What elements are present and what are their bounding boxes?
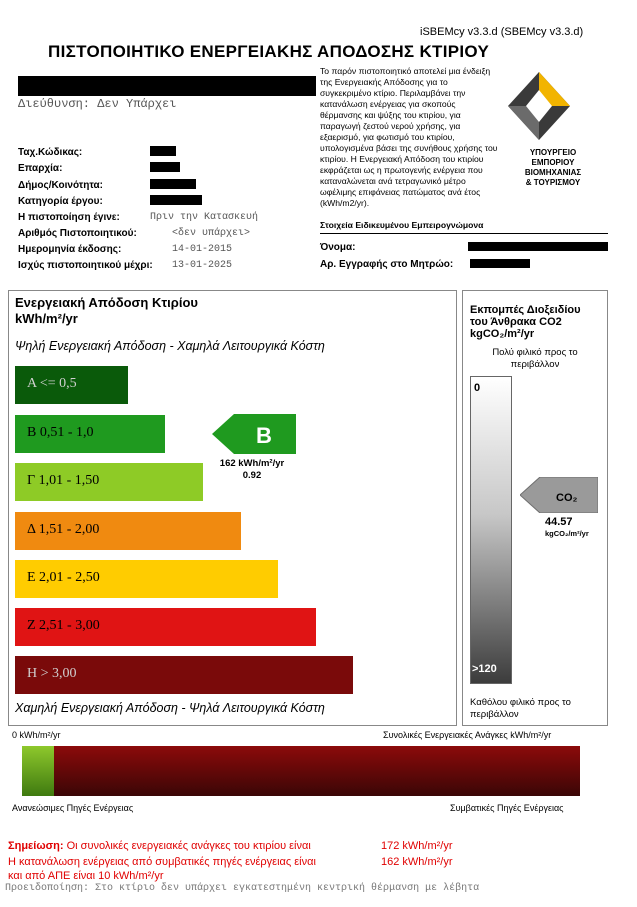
redacted-owner [18,76,316,96]
band-c-label: Γ 1,01 - 1,50 [27,473,100,488]
ministry-logo-icon [506,70,572,146]
redacted-expert-name [468,242,608,251]
redacted-project-category [150,195,202,205]
note-line-3: και από ΑΠΕ είναι 10 kWh/m²/yr [8,870,164,882]
band-e-label: Ε 2,01 - 2,50 [27,570,100,585]
certificate-number-value: <δεν υπάρχει> [172,228,251,239]
total-needs-label: Συνολικές Ενεργειακές Ανάγκες kWh/m²/yr [383,730,552,740]
rating-ratio: 0.92 [242,470,262,481]
co2-scale-top: 0 [474,382,481,394]
ministry-line-1: ΥΠΟΥΡΓΕΙΟ [529,148,577,157]
renewable-sources-label: Ανανεώσιμες Πηγές Ενέργειας [12,803,134,813]
band-f [15,608,316,646]
band-f-label: Ζ 2,51 - 3,00 [27,618,100,633]
software-version: iSBEMcy v3.3.d (SBEMcy v3.3.d) [420,26,584,38]
warning-text: Προειδοποίηση: Στο κτίριο δεν υπάρχει εγκατεστημένη κεντρική θέρμανση με λέβητα [5,883,480,894]
redacted-municipality [150,179,196,189]
energy-performance-unit: kWh/m²/yr [15,311,78,326]
note-line-2: Η κατανάλωση ενέργειας από συμβατικές πηγές ενέργειας είναι [8,856,316,868]
valid-until-value: 13-01-2025 [172,260,233,271]
certificate-description: Το παρόν πιστοποιητικό αποτελεί μια ένδειξη της Ενεργειακής Απόδοσης για το συγκεκριμένο κτίριο. Περιλαμβάνει την κατανάλωση ενέργειας για σκοπούς θέρμανσης και ψύξης του κτιρίου, για παραγωγή ζεστού νερού χρήσης, για εξαερισμό, για φωτισμό του κτιρίου, υπολογισμένα βάσει της συνήθους χρήσης του κτιρίου. Η Ενεργειακή Απόδοση του κτιρίου εκφράζεται ως η πρωτογενής ενέργεια που καταναλώνεται ανά τετραγωνικό μέτρο ωφέλιμης επιφάνειας πατώματος ανά έτος (kWh/m2/yr). [320,66,498,208]
co2-value-unit: kgCO₂/m²/yr [545,529,589,538]
conventional-sources-label: Συμβατικές Πηγές Ενέργειας [450,803,564,813]
rating-letter: B [256,423,272,448]
redacted-district [150,162,180,172]
expert-section-title: Στοιχεία Ειδικευμένου Εμπειρογνώμονα [320,220,484,230]
energy-performance-title: Ενεργειακή Απόδοση Κτιρίου [15,295,198,310]
expert-name-label: Όνομα: [320,242,356,253]
low-performance-label: Χαμηλή Ενεργειακή Απόδοση - Ψηλά Λειτουργικά Κόστη [15,701,325,715]
band-b-label: Β 0,51 - 1,0 [27,425,94,440]
certification-stage-label: Η πιστοποίηση έγινε: [18,212,120,223]
co2-arrow-icon [520,477,598,513]
band-b [15,415,165,453]
ministry-line-3: ΒΙΟΜΗΧΑΝΙΑΣ [524,168,582,177]
co2-arrow [520,477,598,518]
redacted-postal-code [150,146,176,156]
certificate-title: ΠΙΣΤΟΠΟΙΗΤΙΚΟ ΕΝΕΡΓΕΙΑΚΗΣ ΑΠΟΔΟΣΗΣ ΚΤΙΡΙΟΥ [48,42,490,61]
band-d-label: Δ 1,51 - 2,00 [27,522,100,537]
co2-unfriendly-label: Καθόλου φιλικό προς το περιβάλλον [470,697,571,720]
band-c [15,463,203,501]
rating-arrow-icon [212,414,296,454]
total-needs-zero-label: 0 kWh/m²/yr [12,730,61,740]
co2-title-line-1: Εκπομπές Διοξειδίου [470,304,581,316]
co2-value: 44.57 [545,516,573,528]
district-label: Επαρχία: [18,163,63,174]
issue-date-value: 14-01-2015 [172,244,233,255]
note-line-1-text: Οι συνολικές ενεργειακές ανάγκες του κτιρίου είναι [66,840,311,852]
note-line-2-value: 162 kWh/m²/yr [381,856,453,868]
band-e [15,560,278,598]
renewable-segment [22,746,54,796]
band-g [15,656,353,694]
band-a [15,366,128,404]
total-needs-bar [22,746,580,796]
note-line-1 [8,840,311,852]
band-g-label: Η > 3,00 [27,666,77,681]
high-performance-label: Ψηλή Ενεργειακή Απόδοση - Χαμηλά Λειτουργικά Κόστη [15,339,325,353]
postal-code-label: Ταχ.Κώδικας: [18,147,83,158]
expert-divider [320,233,608,234]
note-line-1-value: 172 kWh/m²/yr [381,840,453,852]
co2-friendly-label: Πολύ φιλικό προς το περιβάλλον [492,347,578,370]
conventional-segment [54,746,580,796]
co2-scale-bar [470,376,512,684]
rating-value: 162 kWh/m²/yr [219,458,285,469]
issue-date-label: Ημερομηνία έκδοσης: [18,244,122,255]
co2-title-line-2: του Άνθρακα CO2 [470,316,562,328]
valid-until-label: Ισχύς πιστοποιητικού μέχρι: [18,260,153,271]
band-a-label: Α <= 0,5 [27,376,77,391]
expert-registry-label: Αρ. Εγγραφής στο Μητρώο: [320,259,454,270]
certification-stage-value: Πριν την Κατασκευή [150,212,259,223]
note-prefix: Σημείωση: [8,840,64,852]
band-d [15,512,241,550]
redacted-registry-number [470,259,530,268]
co2-scale-bottom: >120 [472,663,497,675]
project-category-label: Κατηγορία έργου: [18,196,103,207]
co2-unit: kgCO₂/m²/yr [470,328,535,340]
address: Διεύθυνση: Δεν Υπάρχει [18,97,177,111]
municipality-label: Δήμος/Κοινότητα: [18,180,104,191]
ministry-line-2: ΕΜΠΟΡΙΟΥ [531,158,575,167]
ministry-line-4: & ΤΟΥΡΙΣΜΟΥ [525,178,581,187]
certificate-number-label: Αριθμός Πιστοποιητικού: [18,228,137,239]
rating-arrow [212,414,296,459]
co2-arrow-label: CO₂ [556,492,578,504]
co2-title [470,304,581,340]
ministry-name [498,148,608,188]
